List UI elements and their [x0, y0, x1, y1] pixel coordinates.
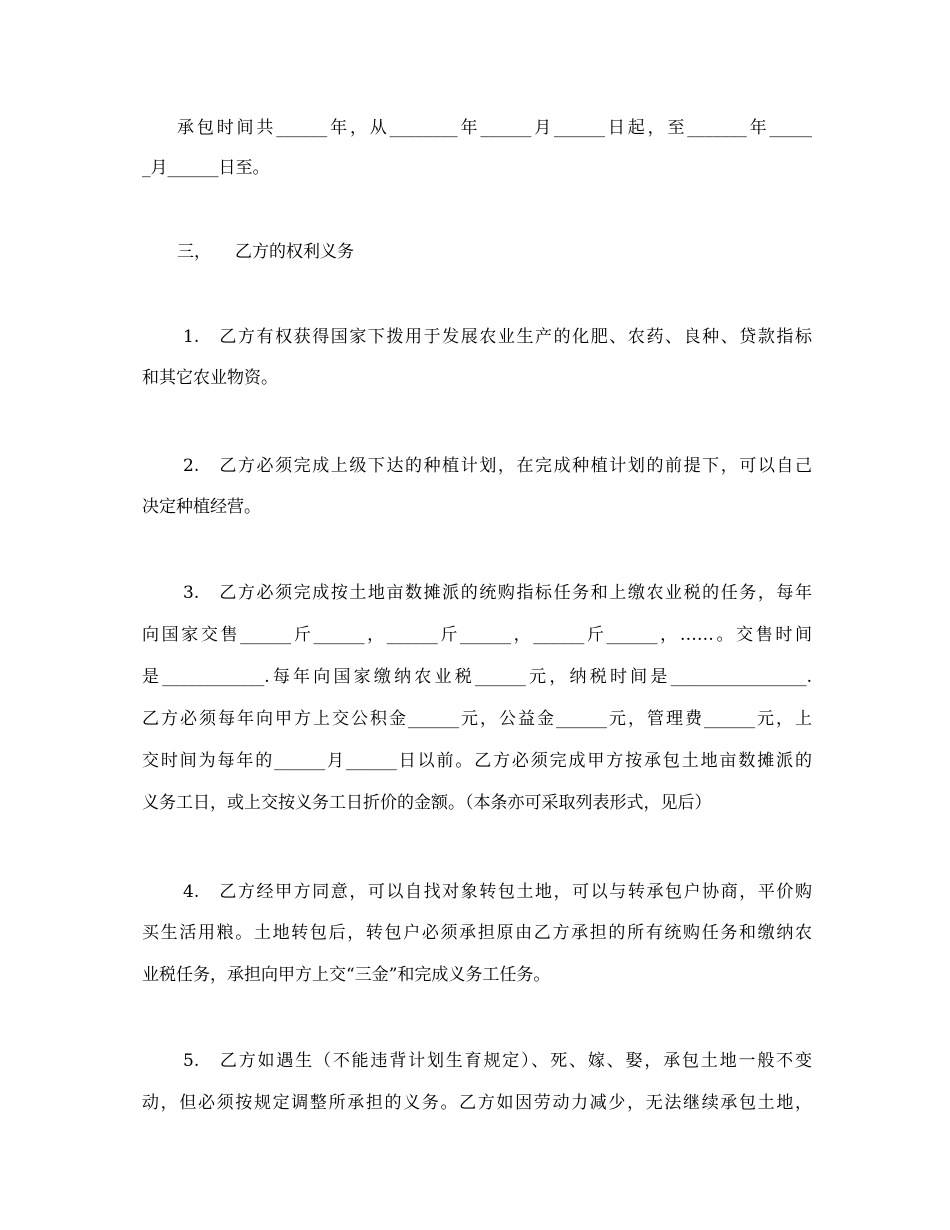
section-heading	[177, 240, 354, 264]
text-line: 5. 乙方如遇生（不能违背计划生育规定）、死、嫁、娶，承包土地一般不变	[183, 1051, 812, 1071]
text-line: 4. 乙方经甲方同意，可以自找对象转包土地，可以与转承包户协商，平价购	[183, 882, 812, 902]
text-line: 和其它农业物资。	[142, 368, 278, 388]
text-line: 1. 乙方有权获得国家下拨用于发展农业生产的化肥、农药、良种、贷款指标	[183, 327, 812, 347]
section-title: 乙方的权利义务	[235, 242, 354, 262]
section-number: 三，	[177, 242, 211, 262]
text-line: 2. 乙方必须完成上级下达的种植计划，在完成种植计划的前提下，可以自己	[183, 456, 812, 476]
text-line: 向国家交售______斤______，______斤______，______斤______，……。交售时间	[142, 625, 812, 645]
text-line: 是____________.每年向国家缴纳农业税______元，纳税时间是________________.	[142, 667, 812, 687]
text-line: 3. 乙方必须完成按土地亩数摊派的统购指标任务和上缴农业税的任务，每年	[183, 583, 812, 603]
text-line: 乙方必须每年向甲方上交公积金______元，公益金______元，管理费______元，上	[142, 709, 812, 729]
text-line: 决定种植经营。	[142, 497, 261, 517]
text-line: 动，但必须按规定调整所承担的义务。乙方如因劳动力减少，无法继续承包土地，	[142, 1093, 812, 1113]
text-line: 买生活用粮。土地转包后，转包户必须承担原由乙方承担的所有统购任务和缴纳农	[142, 923, 812, 943]
text-line: 业税任务，承担向甲方上交“三金”和完成义务工任务。	[142, 965, 551, 985]
text-line: _月______日至。	[142, 158, 270, 178]
text-line: 义务工日，或上交按义务工日折价的金额。（本条亦可采取列表形式，见后）	[142, 793, 712, 813]
text-line: 承包时间共______年，从________年______月______日起，至_______年_____	[177, 118, 812, 138]
text-line: 交时间为每年的______月______日以前。乙方必须完成甲方按承包土地亩数摊派的	[142, 751, 812, 771]
